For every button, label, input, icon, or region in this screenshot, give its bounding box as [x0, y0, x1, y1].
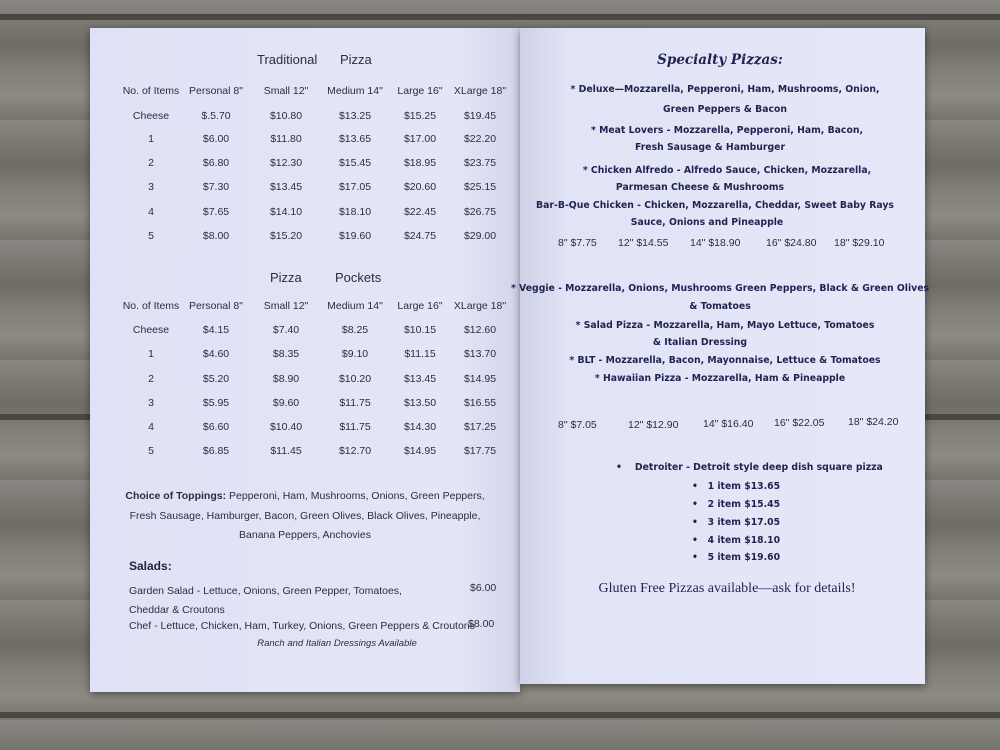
specialty-price-8: 8" $7.75	[558, 237, 597, 249]
specialty-price-12: 12" $14.55	[618, 237, 669, 249]
table-cell: $4.15	[202, 324, 230, 336]
garden-salad-price: $6.00	[470, 582, 497, 594]
specialty-line: Green Peppers & Bacon	[663, 104, 787, 115]
table-cell: $11.75	[339, 397, 371, 409]
specialty-line: & Italian Dressing	[652, 337, 748, 348]
table-cell: $19.60	[338, 230, 372, 242]
table-header: Small 12"	[263, 85, 309, 97]
specialty-line: * Chicken Alfredo - Alfredo Sauce, Chicken, Mozzarella,	[582, 165, 872, 176]
table-cell: $25.15	[463, 181, 497, 193]
menu-left-page	[90, 28, 520, 692]
table-cell: Cheese	[132, 110, 170, 122]
table-cell: $14.95	[403, 445, 437, 457]
table-cell: $6.60	[202, 421, 230, 433]
table-cell: $.5.70	[201, 110, 231, 122]
table-header: Medium 14"	[327, 300, 383, 312]
table-cell: $26.75	[463, 206, 497, 218]
chef-salad-price: $8.00	[468, 618, 495, 630]
table-cell: $19.45	[463, 110, 497, 122]
table-cell: 3	[148, 181, 154, 193]
table-cell: Cheese	[132, 324, 170, 336]
traditional-title-word1: Traditional	[257, 52, 318, 67]
table-cell: $4.60	[202, 348, 230, 360]
salads-title: Salads:	[129, 559, 172, 573]
table-cell: $22.45	[403, 206, 437, 218]
table-cell: 2	[148, 373, 154, 385]
table-cell: 2	[148, 157, 154, 169]
specialty-price-12: 12" $12.90	[628, 419, 679, 431]
table-header: Large 16"	[397, 85, 443, 97]
table-cell: $14.95	[463, 373, 497, 385]
table-cell: $13.65	[338, 133, 372, 145]
table-cell: $11.15	[404, 348, 436, 360]
specialty-line: Parmesan Cheese & Mushrooms	[615, 182, 785, 193]
table-cell: 5	[148, 230, 154, 242]
table-cell: $5.95	[202, 397, 230, 409]
garden-salad-line-2: Cheddar & Croutons	[129, 604, 225, 616]
specialty-price-16: 16" $24.80	[766, 237, 817, 249]
table-cell: $8.25	[341, 324, 369, 336]
table-cell: $13.50	[403, 397, 437, 409]
specialty-price-16: 16" $22.05	[774, 417, 825, 429]
menu-right-page	[510, 28, 930, 684]
detroiter-item: • 1 item $13.65	[692, 481, 781, 492]
specialty-line: * Meat Lovers - Mozzarella, Pepperoni, Ham, Bacon,	[591, 125, 863, 136]
table-header: Small 12"	[263, 300, 309, 312]
table-cell: $29.00	[463, 230, 497, 242]
toppings-line-2: Fresh Sausage, Hamburger, Bacon, Green Olives, Black Olives, Pineapple,	[129, 510, 481, 522]
table-cell: $11.45	[270, 445, 302, 457]
table-cell: 4	[148, 206, 154, 218]
table-cell: 3	[148, 397, 154, 409]
wood-plank-gap	[0, 14, 1000, 20]
table-cell: $16.55	[463, 397, 497, 409]
traditional-title-word2: Pizza	[340, 52, 372, 67]
table-cell: $17.75	[463, 445, 497, 457]
specialty-line: * Deluxe—Mozzarella, Pepperoni, Ham, Mushrooms, Onion,	[570, 84, 880, 95]
table-cell: $12.60	[463, 324, 497, 336]
specialty-line: * Veggie - Mozzarella, Onions, Mushrooms Green Peppers, Black & Green Olives	[510, 283, 930, 294]
specialty-price-14: 14" $16.40	[703, 418, 754, 430]
table-cell: $14.10	[269, 206, 303, 218]
table-cell: $7.40	[272, 324, 300, 336]
table-cell: $13.45	[269, 181, 303, 193]
table-cell: $6.80	[202, 157, 230, 169]
table-header: Personal 8"	[189, 85, 243, 97]
table-cell: $12.30	[269, 157, 303, 169]
table-cell: $13.25	[338, 110, 372, 122]
dressings-note: Ranch and Italian Dressings Available	[257, 638, 417, 649]
table-cell: $13.70	[463, 348, 497, 360]
table-cell: $17.05	[338, 181, 372, 193]
detroiter-item-text: 2 item $15.45	[707, 499, 781, 510]
specialty-line: * Hawaiian Pizza - Mozzarella, Ham & Pineapple	[594, 373, 846, 384]
specialty-line: Bar-B-Que Chicken - Chicken, Mozzarella, Cheddar, Sweet Baby Rays	[536, 200, 894, 211]
table-cell: $8.00	[202, 230, 230, 242]
detroiter-item-text: 5 item $19.60	[707, 552, 781, 563]
toppings-line-1	[125, 490, 484, 502]
specialty-line: & Tomatoes	[689, 301, 751, 312]
table-cell: $22.20	[463, 133, 497, 145]
table-cell: $17.00	[403, 133, 437, 145]
pockets-title-word2: Pockets	[335, 270, 382, 285]
table-cell: $23.75	[463, 157, 497, 169]
detroiter-title: • Detroiter - Detroit style deep dish square pizza	[616, 462, 883, 473]
table-header: XLarge 18"	[453, 300, 507, 312]
table-cell: $15.45	[338, 157, 372, 169]
table-cell: $15.20	[269, 230, 303, 242]
chef-salad-line: Chef - Lettuce, Chicken, Ham, Turkey, Onions, Green Peppers & Croutons	[129, 620, 475, 632]
table-cell: $6.85	[202, 445, 230, 457]
table-cell: $7.30	[202, 181, 230, 193]
table-header: XLarge 18"	[453, 85, 507, 97]
table-cell: $17.25	[463, 421, 497, 433]
table-cell: $13.45	[403, 373, 437, 385]
detroiter-item: • 3 item $17.05	[692, 517, 781, 528]
specialty-title: Specialty Pizzas:	[657, 52, 783, 68]
table-cell: 1	[148, 133, 154, 145]
table-cell: $11.75	[339, 421, 371, 433]
detroiter-item-text: 3 item $17.05	[707, 517, 781, 528]
table-cell: $9.10	[341, 348, 369, 360]
table-header: No. of Items	[122, 300, 180, 312]
table-cell: $9.60	[272, 397, 300, 409]
table-cell: $18.10	[338, 206, 372, 218]
specialty-price-14: 14" $18.90	[690, 237, 741, 249]
table-header: Personal 8"	[189, 300, 243, 312]
detroiter-item: • 2 item $15.45	[692, 499, 781, 510]
table-cell: $7.65	[202, 206, 230, 218]
table-cell: $8.90	[272, 373, 300, 385]
table-cell: $24.75	[403, 230, 437, 242]
table-header: Medium 14"	[327, 85, 383, 97]
specialty-line: * Salad Pizza - Mozzarella, Ham, Mayo Lettuce, Tomatoes	[575, 320, 875, 331]
table-cell: $5.20	[202, 373, 230, 385]
table-cell: $10.80	[269, 110, 303, 122]
table-cell: $10.20	[338, 373, 372, 385]
table-cell: $15.25	[403, 110, 437, 122]
table-cell: 1	[148, 348, 154, 360]
table-cell: $20.60	[403, 181, 437, 193]
detroiter-item-text: 4 item $18.10	[707, 535, 781, 546]
specialty-price-18: 18" $24.20	[848, 416, 899, 428]
pockets-title-word1: Pizza	[270, 270, 302, 285]
detroiter-item-text: 1 item $13.65	[707, 481, 781, 492]
specialty-line: Sauce, Onions and Pineapple	[630, 217, 784, 228]
gluten-free-note: Gluten Free Pizzas available—ask for details!	[598, 581, 856, 596]
specialty-line: * BLT - Mozzarella, Bacon, Mayonnaise, Lettuce & Tomatoes	[569, 355, 881, 366]
table-header: No. of Items	[122, 85, 180, 97]
table-cell: $6.00	[202, 133, 230, 145]
table-cell: $12.70	[338, 445, 372, 457]
toppings-label: Choice of Toppings:	[125, 490, 227, 502]
detroiter-item: • 4 item $18.10	[692, 535, 781, 546]
toppings-line-3: Banana Peppers, Anchovies	[239, 529, 371, 541]
specialty-price-18: 18" $29.10	[834, 237, 885, 249]
table-cell: $14.30	[403, 421, 437, 433]
garden-salad-line-1: Garden Salad - Lettuce, Onions, Green Pepper, Tomatoes,	[129, 585, 402, 597]
table-cell: $10.15	[403, 324, 437, 336]
table-header: Large 16"	[397, 300, 443, 312]
table-cell: $8.35	[272, 348, 300, 360]
table-cell: $18.95	[403, 157, 437, 169]
specialty-line: Fresh Sausage & Hamburger	[634, 142, 786, 153]
detroiter-item: • 5 item $19.60	[692, 552, 781, 563]
table-cell: $10.40	[269, 421, 303, 433]
specialty-price-8: 8" $7.05	[558, 419, 597, 431]
detroiter-title-text: Detroiter - Detroit style deep dish square pizza	[634, 462, 883, 473]
table-cell: $11.80	[270, 133, 302, 145]
table-cell: 4	[148, 421, 154, 433]
table-cell: 5	[148, 445, 154, 457]
wood-plank-gap	[0, 712, 1000, 718]
toppings-text: Pepperoni, Ham, Mushrooms, Onions, Green Peppers,	[229, 490, 485, 502]
